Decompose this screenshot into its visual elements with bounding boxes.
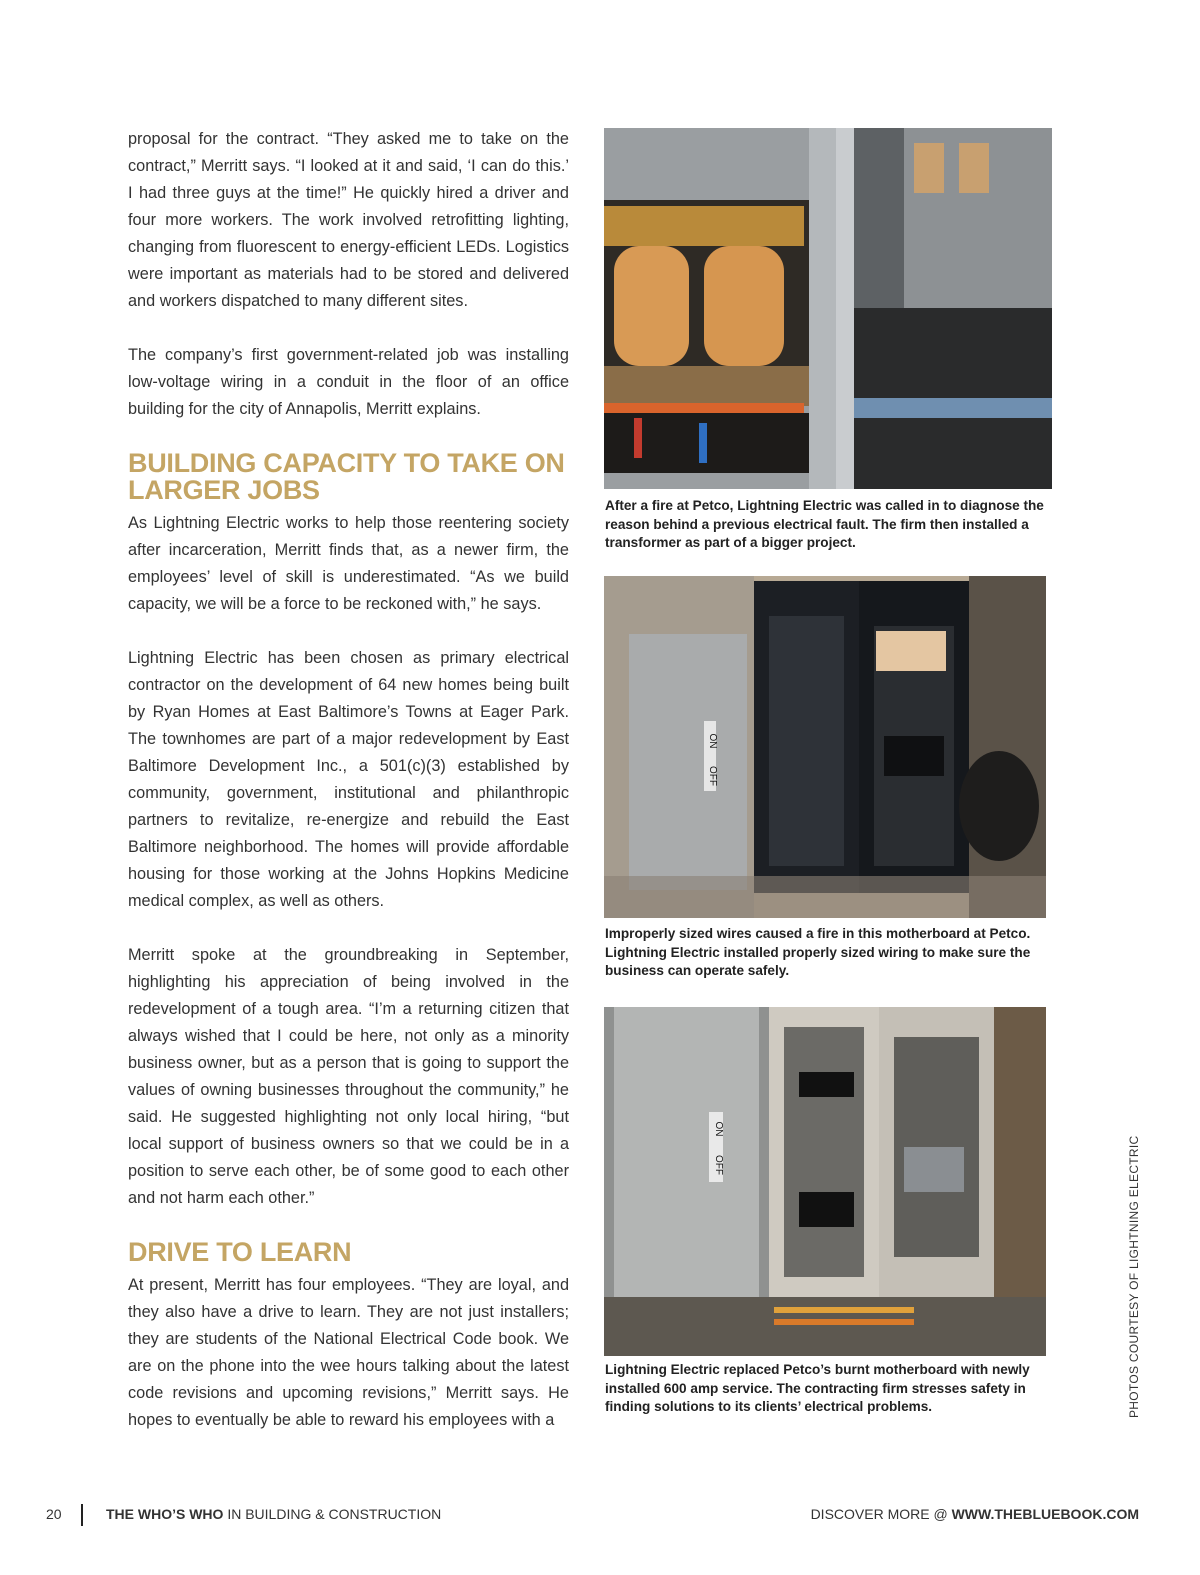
- article-paragraph: The company’s first government-related job was installing low-voltage wiring in a conduit in the floor of an office building for the city of Annapolis, Merritt explains.: [128, 346, 569, 418]
- photo-transformer: [604, 128, 1052, 489]
- section-heading-building-capacity: BUILDING CAPACITY TO TAKE ON LARGER JOBS: [128, 448, 565, 505]
- discover-link[interactable]: WWW.THEBLUEBOOK.COM: [951, 1506, 1139, 1522]
- photo-new-service: [604, 1007, 1046, 1356]
- article-paragraph: Merritt spoke at the groundbreaking in September, highlighting his appreciation of being involved in the redevelopment of a tough area. “I’m a returning citizen that always wished that I could be here, not only as a minority business owner, but as a person that is going to support the values of owning businesses throughout the community,” he said. He suggested highlighting not only local hiring, “but local support of business owners so that we could be in a position to serve each other, be of some good to each other and not harm each other.”: [128, 946, 569, 1207]
- photo-burnt-panel: [604, 576, 1046, 918]
- footer-divider: [81, 1504, 83, 1526]
- photo-caption: After a fire at Petco, Lightning Electric was called in to diagnose the reason behind a previous electrical fault. The firm then installed a transformer as part of a bigger project.: [605, 498, 1044, 550]
- discover-label: DISCOVER MORE @: [810, 1506, 952, 1522]
- photo-caption: Improperly sized wires caused a fire in this motherboard at Petco. Lightning Electric installed properly sized wiring to make sure the business can operate safely.: [605, 926, 1031, 978]
- publication-title-rest: IN BUILDING & CONSTRUCTION: [223, 1506, 442, 1522]
- page-number: 20: [46, 1506, 62, 1522]
- section-heading-drive-to-learn: DRIVE TO LEARN: [128, 1237, 352, 1267]
- discover-more: [811, 1506, 1139, 1522]
- publication-title: [106, 1506, 441, 1522]
- photo-caption: Lightning Electric replaced Petco’s burnt motherboard with newly installed 600 amp service. The contracting firm stresses safety in finding solutions to its clients’ electrical problems.: [605, 1362, 1030, 1414]
- switch-on-label: ON: [707, 733, 718, 749]
- article-paragraph: proposal for the contract. “They asked me to take on the contract,” Merritt says. “I looked at it and said, ‘I can do this.’ I had three guys at the time!” He quickly hired a driver and four more workers. The work involved retrofitting lighting, changing from fluorescent to energy-efficient LEDs. Logistics were important as materials had to be stored and delivered and workers dispatched to many different sites.: [128, 130, 569, 310]
- article-paragraph: As Lightning Electric works to help those reentering society after incarceration, Merritt finds that, as a newer firm, the employees’ level of skill is underestimated. “As we build capacity, we will be a force to be reckoned with,” he says.: [128, 514, 569, 613]
- switch-off-label: OFF: [713, 1155, 724, 1175]
- article-paragraph: At present, Merritt has four employees. “They are loyal, and they also have a drive to learn. They are not just installers; they are students of the National Electrical Code book. We are on the phone into the wee hours talking about the latest code revisions and upcoming revisions,” Merritt says. He hopes to eventually be able to reward his employees with a: [128, 1276, 569, 1429]
- article-column: [128, 126, 569, 1461]
- switch-off-label: OFF: [707, 766, 718, 786]
- publication-title-bold: THE WHO’S WHO: [106, 1506, 224, 1522]
- switch-on-label: ON: [713, 1121, 724, 1137]
- article-paragraph: Lightning Electric has been chosen as primary electrical contractor on the development of 64 new homes being built by Ryan Homes at East Baltimore’s Towns at Eager Park. The townhomes are part of a major redevelopment by East Baltimore Development Inc., a 501(c)(3) established by community, government, institutional and philanthropic partners to revitalize, re-energize and rebuild the East Baltimore neighborhood. The homes will provide affordable housing for those working at the Johns Hopkins Medicine medical complex, as well as others.: [128, 649, 569, 910]
- photo-credit: PHOTOS COURTESY OF LIGHTNING ELECTRIC: [1127, 1135, 1141, 1418]
